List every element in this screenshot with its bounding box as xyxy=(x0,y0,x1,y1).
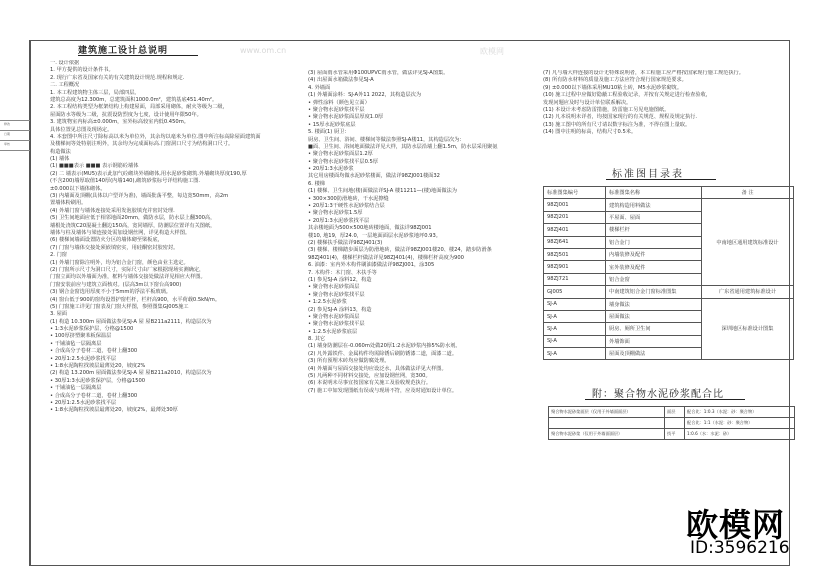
note-line: • 20厚1:3水泥砂浆 xyxy=(308,166,354,173)
note-line: ■面、卫生间、浴间地面做法详见大样，其防水层沿墙上翻1.5m，防水层采用聚氨 xyxy=(308,143,498,150)
note-line: • 合成高分子卷材二道，卷材上翻300 xyxy=(50,392,138,399)
note-line: • 1:8水泥陶粒找坡层最薄处20，坡度2%，最薄处30厚 xyxy=(50,407,178,414)
table-row xyxy=(549,418,795,429)
mix-table-title: 附：聚合物水泥砂浆配合比 xyxy=(592,389,724,400)
note-line: • 30厚1:3水泥砂浆保护层，分格@1500 xyxy=(50,377,146,384)
notes-column-3 xyxy=(543,70,773,137)
note-line: 1. 本工程建筑物主体三层，局部四层。 xyxy=(50,89,140,96)
note-line: (6) 楼梯间墙面设置防火分区的墙体砌至梁板底， xyxy=(50,237,163,244)
note-line: (1) 墙身防潮层在-0.060m处做20厚1:2水泥砂浆内掺5%防水剂。 xyxy=(308,343,461,350)
table-cell: 中南建筑铝合金门窗标准图集 xyxy=(606,286,702,298)
note-line: • 聚合物水泥砂浆面层 xyxy=(308,313,360,320)
note-line: (3) 钢合金窗选用厚度不小于5mm的浮法平板玻璃。 xyxy=(50,289,171,296)
note-line: 二. 工程概况 xyxy=(50,82,80,89)
note-line: (3) 内墙面及顶棚(具体以户型详为准)，墙面批荡平整，每边宽50mm，高2m xyxy=(50,193,229,200)
table-cell: SJ-A xyxy=(544,310,606,322)
notes-column-1 xyxy=(50,60,290,415)
note-line: • 合成高分子卷材二道，卷材上翻300 xyxy=(50,348,138,355)
table-cell: 98ZJ001 xyxy=(544,199,606,211)
note-line: 门窗安装前应与建筑立面核对。(层高3m以下窗台高900) xyxy=(50,281,182,288)
brand-logo: 欧模网 xyxy=(686,506,786,544)
table-cell: 配合比：1:0.3（水泥：砂：聚合物） xyxy=(685,407,795,418)
note-line: • 聚合物水泥砂浆找平层 xyxy=(308,106,365,113)
note-line: 墙体与柱及墙体与梁连接处需加设钢丝网，详见构造大样图。 xyxy=(50,229,191,236)
note-line: 3. 屋面 xyxy=(50,311,67,318)
table-cell: GJ005 xyxy=(544,286,606,298)
table-cell: 98ZJ201 xyxy=(544,211,606,223)
model-id: ID:3596216 xyxy=(690,538,790,558)
mix-title-underline xyxy=(585,399,745,400)
note-line: (不含200)墙厚取值140厚(内墙140),砌筑砂浆标号详结构施工图. xyxy=(50,178,201,185)
note-line: 4. 外墙面 xyxy=(308,84,331,91)
note-line: 6. 楼梯 xyxy=(308,180,325,187)
note-line: (9) ±0.000以下墙体采用MU10粘土砖，M5水泥砂浆砌筑。 xyxy=(543,84,683,91)
table-cell: 面层 xyxy=(665,407,685,418)
note-line: 其余楼地面为500×500地砖楼地面，做法详98ZJ001 xyxy=(308,225,432,232)
table-header-row xyxy=(544,187,794,199)
table-row xyxy=(544,199,794,211)
table-cell: 外墙饰面 xyxy=(606,335,702,347)
titleblock-label: 审核 xyxy=(4,142,11,146)
note-line: • 干铺油毡一层隔离层 xyxy=(50,385,102,392)
note-line: 门窗立面均以外墙面为准，框料与墙体交接处做法详见相应大样图。 xyxy=(50,274,206,281)
note-line: (1) 楼梯、卫生间地(楼)面做法详SJ-A 楼11211—(楼)地面做法为 xyxy=(308,188,457,195)
table-cell: 建筑构造用料做法 xyxy=(606,199,702,211)
note-line: (4) 外墙面与屋面交接处均应设泛水，具体做法详见大样图。 xyxy=(308,365,447,372)
note-line: (2) 参见SJ-A 涂料13，构造 xyxy=(308,306,372,313)
note-line: • 20厚1:3干硬性水泥砂浆结合层 xyxy=(308,203,385,210)
note-line: 及楼梯间等处特别注明外，其余均为完成面标高.门窗洞口尺寸为结构洞口尺寸。 xyxy=(50,141,234,148)
note-line: (12) 凡本说明未详者，均按国家现行的有关规范、规程及规定执行. xyxy=(543,114,698,121)
table-cell: SJ-A xyxy=(544,298,606,310)
note-line: (1) 外墙门窗除注明外，均为铝合金门窗，颜色由业主选定。 xyxy=(50,259,189,266)
table-cell: 98ZJ501 xyxy=(544,248,606,260)
table-cell: 墙身做法 xyxy=(606,298,702,310)
table-cell: 屋面及顶棚做法 xyxy=(606,348,702,360)
title-block xyxy=(0,40,30,566)
note-line: (13) 施工图中的所有尺寸请以数字标注为准，不得在图上量取。 xyxy=(543,121,691,128)
note-line: (4) 出屋面水箱做法参见SJ-A xyxy=(308,77,374,84)
note-line: ±0.000以下墙体砌体。 xyxy=(50,185,106,192)
note-line: 6. 油漆：室内外木构件刷油漆做法详98ZJ001，涂305 xyxy=(308,262,435,269)
note-line: • 干铺油毡一层隔离层 xyxy=(50,340,102,347)
note-line: (2) 门窗所示尺寸为洞口尺寸，实际尺寸由厂家根据现场实测确定， xyxy=(50,266,205,273)
note-line: 7. 木构件：木门窗、木扶手等 xyxy=(308,269,377,276)
note-line: 一. 设计依据 xyxy=(50,60,80,66)
table-cell: 98ZJ901 xyxy=(544,261,606,273)
table-cell: 平屋面、屋面 xyxy=(606,211,702,223)
note-line: (6) 本说明未尽事宜按国家有关施工及验收规范执行。 xyxy=(308,380,432,387)
note-line: 楼10, 地19，厚24.0，一层地面面层水泥砂浆地坪0.93。 xyxy=(308,232,441,239)
note-line: • 1:8水泥陶粒找坡层最薄处20，坡度2% xyxy=(50,363,146,370)
watermark: 欧模网 xyxy=(480,47,504,56)
note-line: • 15厚水泥砂浆底层 xyxy=(308,121,356,128)
note-line: 厨房、卫生间、浴间、楼梯间等做法参照SJ-A楼11，其构造层次为： xyxy=(308,136,465,143)
note-line: (3) 楼梯、楼梯踏步面层为防滑地砖，做法详98ZJ001楼20、楼24，踏步防滑条 xyxy=(308,247,492,254)
table-cell: 聚合物水泥砂浆（仅用于外墙面面层） xyxy=(549,429,665,440)
note-line: • 弹性涂料（颜色见立面） xyxy=(308,99,370,106)
note-line: (7) 门窗与墙体交接处须嵌填密实，用硅酮密封胶密封。 xyxy=(50,244,179,251)
note-line: • 聚合物水泥砂浆面层厚度1.0厚 xyxy=(308,114,384,121)
table-cell: SJ-A xyxy=(544,335,606,347)
title-underline xyxy=(78,55,198,56)
note-line: (2) 二 墙表示(MU5)表示此加气砼砌块外墙砌体,用水泥砂浆砌筑.外墙砌块厚度190,厚 xyxy=(50,170,247,177)
note-line: • 1:2.5水泥砂浆 xyxy=(308,299,347,306)
note-line: (2) 凡外露铁件、金属构件均需除锈后刷防锈漆二道，面漆二道。 xyxy=(308,350,458,357)
note-line: 构造做法 xyxy=(50,148,71,155)
table-cell: 98ZJ721 xyxy=(544,273,606,285)
table-cell xyxy=(549,418,665,429)
note-line: (1) 构造 10.300m 屋面做法参见SJ-A 屋 屋B211a2111，构造层次为 xyxy=(50,318,212,325)
note-line: 1. 甲方提供的设计条件书。 xyxy=(50,67,114,74)
standards-title-underline xyxy=(606,179,716,180)
table-header-cell: 备 注 xyxy=(702,187,794,199)
note-line: 置墙体粉刷用。 xyxy=(50,200,87,207)
note-line: (11) 本设计未考虑防雷措施，防雷施工另见电施图纸。 xyxy=(543,106,670,113)
note-line: • 1:3水泥砂浆保护层，分格@1500 xyxy=(50,326,134,333)
watermark: www.om.cn xyxy=(240,46,287,55)
table-remark-cell: 中南地区通用建筑标准设计 xyxy=(702,199,794,286)
table-cell: 98ZJ401 xyxy=(544,224,606,236)
table-cell: 铝合金门 xyxy=(606,236,702,248)
note-line: (4) 外墙门窗与墙体连接处采用发泡胶填充并密封处理. xyxy=(50,207,175,214)
titleblock-label: 修改 xyxy=(4,122,11,126)
table-cell: 铝合金窗 xyxy=(606,273,702,285)
table-cell: 屋面做法 xyxy=(606,310,702,322)
note-line: 2. 门窗 xyxy=(50,252,67,259)
note-line: 8. 其它 xyxy=(308,336,325,343)
note-line: (10) 施工过程中应做好隐蔽工程验收记录，并按有关规定进行检查验收， xyxy=(543,92,711,99)
table-cell: 1:0.6（水：水泥：砂） xyxy=(685,429,795,440)
table-cell: 找平 xyxy=(665,429,685,440)
standards-table xyxy=(543,186,794,360)
table-header-cell: 标准图集编号 xyxy=(544,187,606,199)
note-line: • 1:2.5水泥砂浆底层 xyxy=(308,328,358,335)
note-line: 2. 现行广东省及国家有关的有关建筑设计规范.规程和规定. xyxy=(50,74,185,81)
note-line: 98ZJ401(4)，楼梯栏杆做法详见98ZJ401(4)，楼梯栏杆高度为900 xyxy=(308,254,464,261)
note-line: 具体位置见总图及现场定。 xyxy=(50,126,113,133)
note-line: (2) 楼梯扶手做法详98ZJ401(3) xyxy=(308,239,383,246)
table-row xyxy=(549,407,795,418)
note-line: (1) 参见SJ-A 涂料12，构造 xyxy=(308,276,372,283)
note-line: • 聚合物水泥砂浆找平层 xyxy=(308,291,365,298)
note-line: • 20厚1:2.5水泥砂浆找平层 xyxy=(50,399,117,406)
note-line: (3) 所有预埋木砖均应做防腐处理。 xyxy=(308,358,390,365)
note-line: (4) 窗台低于900的窗均设置护窗栏杆，栏杆高900，水平荷载0.5kN/m。 xyxy=(50,296,221,303)
note-line: 发现问题应及时与设计单位联系解决。 xyxy=(543,99,632,106)
note-line: • 20厚1:2.5水泥砂浆找平层 xyxy=(50,355,117,362)
table-remark-cell: 深圳地区标准设计图集 xyxy=(702,298,794,360)
note-line: 5. 楼面(1) 厨卫： xyxy=(308,129,350,136)
table-header-cell: 标准图集名称 xyxy=(606,187,702,199)
note-line: (1) 外墙面涂料：SJ-A外11 2022，其构造层次为 xyxy=(308,92,422,99)
note-line: 4. 本套图中所注尺寸除标高以米为单位外，其余均以毫米为单位.图中所注标高除屋面建筑面 xyxy=(50,133,261,140)
table-cell: 室外装修及配件 xyxy=(606,261,702,273)
note-line: 3. 建筑物室内标高±0.000m，室外标高较室内低0.450m。 xyxy=(50,119,189,126)
notes-column-2 xyxy=(308,70,533,395)
table-row xyxy=(544,298,794,310)
note-line: 屋面防水等级为二级，抗震设防烈度为七度，设计使用年限50年。 xyxy=(50,111,202,118)
note-line: (3) 屋面雨水管采用Φ100UPVC雨水管，做法详见SJ-A图集。 xyxy=(308,70,449,76)
note-line: (1) ■■■表示 ■■■ 表示钢筋砼墙体 xyxy=(50,163,139,170)
note-line: • 聚合物水泥砂浆找平层 xyxy=(308,321,365,328)
page-title: 建筑施工设计总说明 xyxy=(78,46,169,56)
note-line: (5) 卫生间地面应低于相邻地面20mm，做防水层，防水层上翻300高， xyxy=(50,215,216,222)
titleblock-label: 日期 xyxy=(4,132,11,136)
table-row xyxy=(549,429,795,440)
note-line: (7) 凡与墙大样连接的设计无特殊说明者，本工程施工应严格按国家现行施工规范执行。 xyxy=(543,70,744,76)
note-line: • 300×300防滑地砖，干水泥擦缝 xyxy=(308,195,389,202)
note-line: • 聚合物水泥砂浆1.5厚 xyxy=(308,210,363,217)
note-line: • 20厚1:3水泥砂浆找平层 xyxy=(308,217,370,224)
table-cell: 聚合物水泥砂浆面层（仅用于外墙面面层） xyxy=(549,407,665,418)
note-line: 其它用房楼面均做水泥砂浆楼面，做法详98ZJ001楼面32 xyxy=(308,173,440,180)
note-line: (5) 门窗施工详见门窗表及门窗大样图，参照图集GJ005施工 xyxy=(50,303,189,310)
note-line: (1) 墙体 xyxy=(50,156,70,163)
table-remark-cell: 广东省通用建筑标准设计 xyxy=(702,286,794,298)
table-cell xyxy=(665,418,685,429)
table-cell: SJ-A xyxy=(544,348,606,360)
table-cell: SJ-A xyxy=(544,323,606,335)
mix-table xyxy=(548,406,795,440)
note-line: 建筑总高度为12.300m，总建筑面积1000.0m²，建筑基底451.40m²。 xyxy=(50,96,218,103)
note-line: • 聚合物水泥砂浆面层 xyxy=(308,284,360,291)
table-cell: 内墙装修及配件 xyxy=(606,248,702,260)
note-line: • 100厚挤塑聚苯板保温层 xyxy=(50,333,112,340)
table-cell: 楼梯栏杆 xyxy=(606,224,702,236)
table-cell: 98ZJ641 xyxy=(544,236,606,248)
note-line: (7) 施工中如发现图纸有误或与现场不符，应及时通知设计单位。 xyxy=(308,387,458,394)
table-cell: 配合比：1:1（水泥：砂：聚合物） xyxy=(685,418,795,429)
note-line: 2. 本工程结构类型为框架结构上构建屋面，局部采用砌体，耐火等级为二级， xyxy=(50,104,228,111)
standards-table-title: 标准图目录表 xyxy=(612,169,684,180)
note-line: • 聚合物水泥砂浆找平层0.5厚 xyxy=(308,158,379,165)
note-line: • 聚合物水泥砂浆面层1.2厚 xyxy=(308,151,373,158)
note-line: (8) 所有防水材料的质量及施工方法应符合现行国家规范要求。 xyxy=(543,77,687,84)
note-line: 墙根处浇筑C20混凝土翻边150高，宽同墙厚，防潮层位置详有关图纸， xyxy=(50,222,216,229)
note-line: (5) 凡两种不同材料交接处，应加设钢丝网，宽300。 xyxy=(308,373,431,380)
note-line: (14) 图中注明的标高，结构尺寸0.5米。 xyxy=(543,129,637,136)
table-row xyxy=(544,286,794,298)
note-line: (2) 构造 13.200m 屋面做法参见SJ-A 屋 屋B211a2010，构造层次为 xyxy=(50,370,212,377)
table-cell: 厨房、厕所卫生间 xyxy=(606,323,702,335)
